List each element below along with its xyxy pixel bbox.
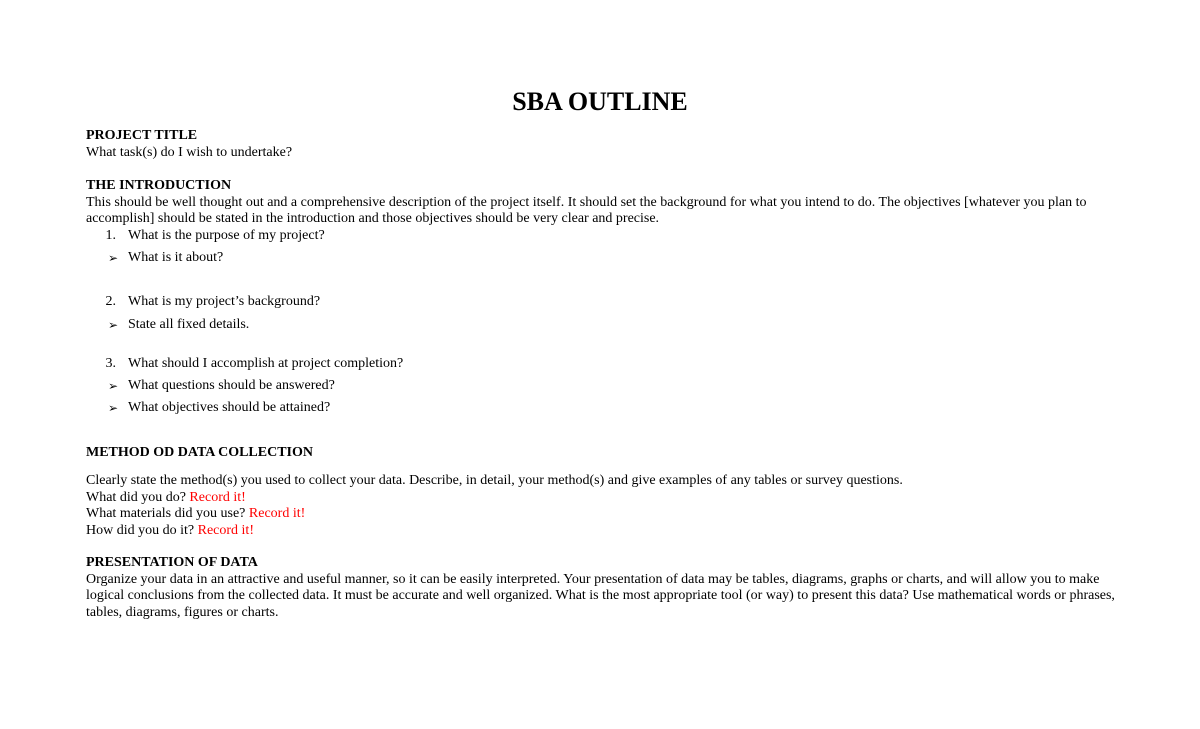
list-item-text: What is it about? — [128, 250, 224, 265]
list-item — [86, 228, 986, 245]
list-item-text: State all fixed details. — [128, 317, 250, 332]
introduction-section — [86, 178, 1116, 228]
list-item-text: What should I accomplish at project completion? — [128, 356, 404, 371]
introduction-heading: THE INTRODUCTION — [86, 178, 232, 193]
presentation-paragraph: Organize your data in an attractive and useful manner, so it can be easily interpreted. Your presentation of data may be tables, diagrams, graphs or charts, and will allow you to make logical conclusions from the collected data. It must be accurate and well organized. What is the most appropriate tool (or way) to present this data? Use mathematical words or phrases, tables, diagrams, figures or charts. — [86, 571, 1115, 620]
list-item-text: What questions should be answered? — [128, 378, 335, 393]
record-note: Record it! — [248, 506, 306, 521]
presentation-heading: PRESENTATION OF DATA — [86, 555, 258, 570]
method-paragraph: Clearly state the method(s) you used to collect your data. Describe, in detail, your method(s) and give examples of any tables or survey questions. — [86, 473, 903, 488]
list-item — [86, 356, 986, 373]
record-note: Record it! — [189, 489, 246, 505]
list-number: 1. — [105, 228, 116, 243]
method-question — [86, 523, 1116, 540]
list-item — [86, 400, 986, 417]
project-title-section — [86, 128, 1116, 161]
arrow-bullet-icon: ➢ — [108, 251, 119, 265]
introduction-paragraph: This should be well thought out and a comprehensive description of the project itself. It should set the background for what you intend to do. The objectives [whatever you plan to accomplish] should be stated in the introduction and those objectives should be very clear and precise. — [86, 194, 1087, 226]
list-item — [86, 294, 986, 311]
record-note: Record it! — [197, 522, 254, 538]
list-item-text: What is my project’s background? — [128, 294, 321, 309]
list-item-text: What objectives should be attained? — [128, 400, 331, 415]
method-question-text: What did you do? — [86, 489, 190, 505]
arrow-bullet-icon: ➢ — [108, 318, 119, 332]
method-question — [86, 506, 1116, 523]
project-title-text: What task(s) do I wish to undertake? — [86, 144, 293, 160]
project-title-heading: PROJECT TITLE — [86, 128, 198, 143]
method-question-text: What materials did you use? — [86, 506, 249, 521]
list-item — [86, 378, 986, 395]
presentation-section — [86, 555, 1116, 621]
method-question — [86, 490, 1116, 507]
document-title: SBA OUTLINE — [512, 87, 688, 116]
list-number: 3. — [105, 356, 116, 371]
list-number: 2. — [105, 294, 116, 309]
arrow-bullet-icon: ➢ — [108, 401, 119, 415]
list-item — [86, 317, 986, 334]
list-item-text: What is the purpose of my project? — [128, 228, 325, 243]
method-question-text: How did you do it? — [86, 522, 198, 538]
list-item — [86, 250, 986, 267]
method-section-heading-block — [86, 445, 1116, 462]
method-section — [86, 473, 1116, 539]
arrow-bullet-icon: ➢ — [108, 379, 119, 393]
method-heading: METHOD OD DATA COLLECTION — [86, 445, 314, 460]
